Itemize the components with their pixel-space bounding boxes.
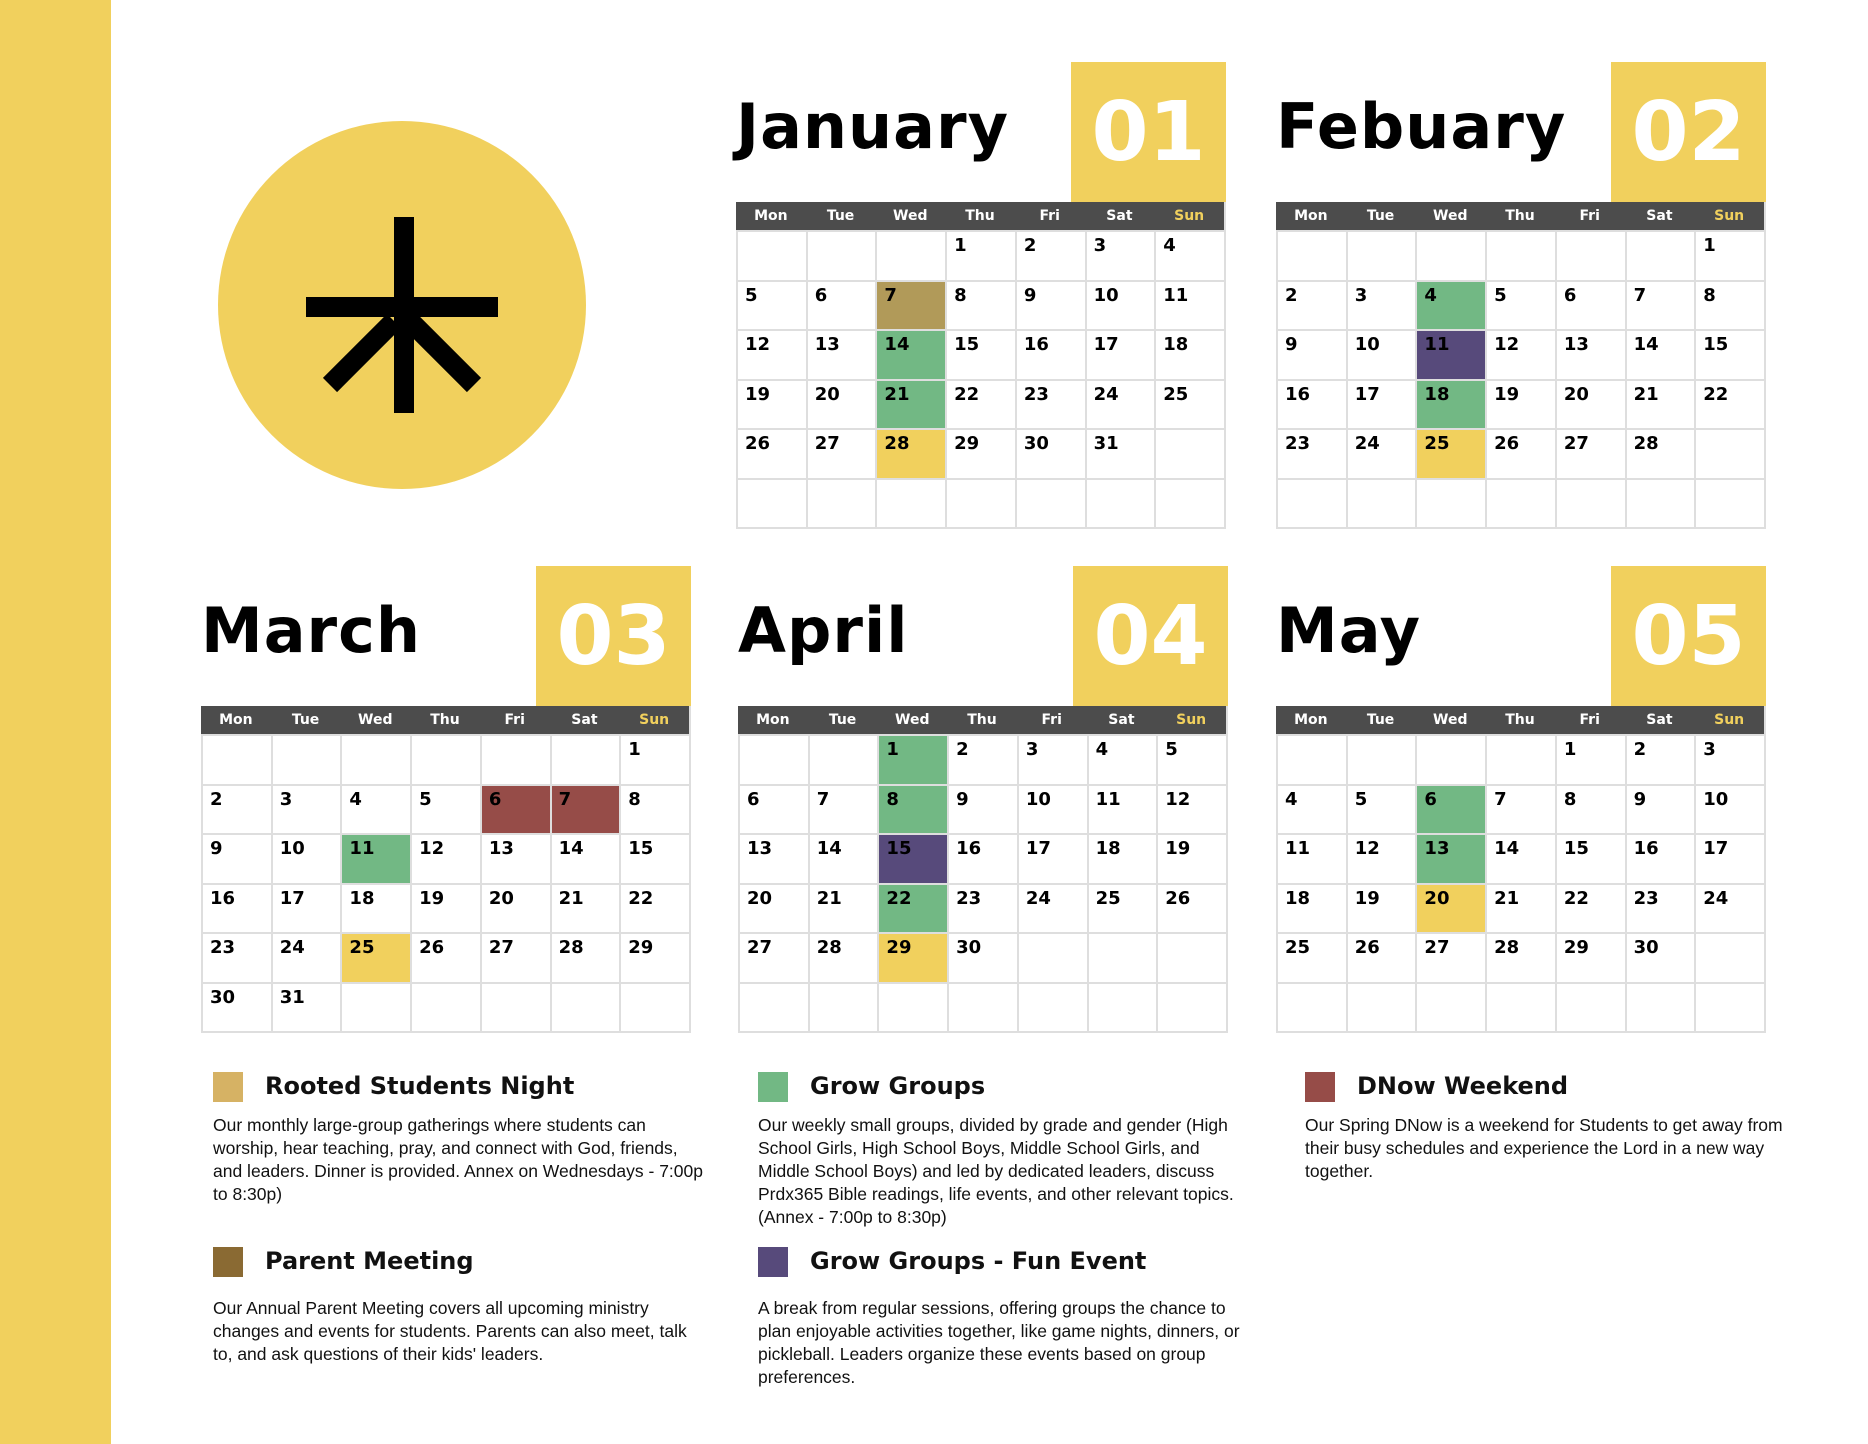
day-cell: 26 — [736, 428, 806, 478]
day-cell: 2 — [1276, 280, 1346, 330]
legend-title: Grow Groups - Fun Event — [810, 1247, 1147, 1275]
day-cell: 21 — [875, 379, 945, 429]
weekday-header: Wed — [1415, 202, 1485, 230]
day-cell: 24 — [1694, 883, 1764, 933]
day-cell: 13 — [1555, 329, 1625, 379]
day-cell: 18 — [1276, 883, 1346, 933]
weekday-header: Thu — [945, 202, 1015, 230]
weekday-header: Tue — [808, 706, 878, 734]
day-cell: 2 — [1625, 734, 1695, 784]
month-name: April — [738, 594, 909, 667]
empty-cell — [1276, 230, 1346, 280]
day-cell: 12 — [1156, 784, 1226, 834]
day-cell: 3 — [1017, 734, 1087, 784]
day-cell: 10 — [271, 833, 341, 883]
month-number: 05 — [1611, 566, 1766, 706]
day-cell: 3 — [271, 784, 341, 834]
day-cell: 5 — [1346, 784, 1416, 834]
day-cell: 27 — [480, 932, 550, 982]
weekday-header: Fri — [1555, 706, 1625, 734]
day-cell: 6 — [1415, 784, 1485, 834]
empty-cell — [1276, 982, 1346, 1032]
empty-cell — [1346, 230, 1416, 280]
empty-cell — [875, 230, 945, 280]
empty-cell — [1625, 478, 1695, 528]
weekday-header: Sat — [1625, 706, 1695, 734]
day-cell: 27 — [1415, 932, 1485, 982]
legend-description: Our monthly large-group gatherings where students can worship, hear teaching, pray, and connect with God, friends, and leaders. Dinner is provided. Annex on Wednesdays - 7:00p to 8:30p) — [213, 1115, 703, 1204]
legend-description: Our weekly small groups, divided by grade and gender (High School Girls, High School Boys, Middle School Girls, and Middle School Boys) and led by dedicated leaders, discuss Prdx365 Bible readings, life events, and other relevant topics. (Annex - 7:00p to 8:30p) — [758, 1115, 1234, 1227]
day-cell: 27 — [738, 932, 808, 982]
day-cell: 1 — [619, 734, 689, 784]
empty-cell — [1154, 478, 1224, 528]
month-number: 03 — [536, 566, 691, 706]
empty-cell — [806, 478, 876, 528]
day-cell: 11 — [340, 833, 410, 883]
empty-cell — [808, 982, 878, 1032]
day-cell: 6 — [806, 280, 876, 330]
day-cell: 26 — [410, 932, 480, 982]
weekday-header: Tue — [806, 202, 876, 230]
empty-cell — [1415, 478, 1485, 528]
empty-cell — [738, 982, 808, 1032]
weekday-header: Tue — [271, 706, 341, 734]
legend-swatch — [213, 1072, 243, 1102]
weekday-header: Mon — [201, 706, 271, 734]
day-cell: 9 — [1276, 329, 1346, 379]
day-cell: 18 — [1087, 833, 1157, 883]
day-cell: 8 — [945, 280, 1015, 330]
day-cell: 23 — [201, 932, 271, 982]
day-cell: 10 — [1346, 329, 1416, 379]
day-cell: 15 — [877, 833, 947, 883]
empty-cell — [271, 734, 341, 784]
empty-cell — [875, 478, 945, 528]
empty-cell — [1415, 982, 1485, 1032]
day-cell: 8 — [619, 784, 689, 834]
day-cell: 22 — [877, 883, 947, 933]
empty-cell — [1085, 478, 1155, 528]
day-cell: 28 — [550, 932, 620, 982]
calendar-grid — [736, 202, 1226, 529]
empty-cell — [201, 734, 271, 784]
empty-cell — [1087, 932, 1157, 982]
day-cell: 7 — [875, 280, 945, 330]
day-cell: 22 — [619, 883, 689, 933]
day-cell: 19 — [1346, 883, 1416, 933]
empty-cell — [410, 734, 480, 784]
day-cell: 29 — [877, 932, 947, 982]
day-cell: 29 — [1555, 932, 1625, 982]
legend-swatch — [758, 1247, 788, 1277]
empty-cell — [1485, 982, 1555, 1032]
day-cell: 21 — [550, 883, 620, 933]
day-cell: 22 — [945, 379, 1015, 429]
day-cell: 18 — [1154, 329, 1224, 379]
day-cell: 28 — [875, 428, 945, 478]
calendar-grid — [201, 706, 691, 1033]
empty-cell — [1625, 230, 1695, 280]
day-cell: 30 — [1625, 932, 1695, 982]
day-cell: 13 — [738, 833, 808, 883]
calendar-grid — [1276, 202, 1766, 529]
day-cell: 29 — [619, 932, 689, 982]
day-cell: 19 — [736, 379, 806, 429]
empty-cell — [736, 478, 806, 528]
day-cell: 14 — [808, 833, 878, 883]
day-cell: 24 — [1085, 379, 1155, 429]
weekday-header: Wed — [1415, 706, 1485, 734]
day-cell: 5 — [1156, 734, 1226, 784]
day-cell: 24 — [271, 932, 341, 982]
day-cell: 6 — [738, 784, 808, 834]
day-cell: 31 — [271, 982, 341, 1032]
day-cell: 15 — [1555, 833, 1625, 883]
day-cell: 25 — [1276, 932, 1346, 982]
day-cell: 4 — [1154, 230, 1224, 280]
day-cell: 20 — [806, 379, 876, 429]
day-cell: 25 — [1415, 428, 1485, 478]
day-cell: 28 — [1485, 932, 1555, 982]
day-cell: 15 — [619, 833, 689, 883]
empty-cell — [480, 982, 550, 1032]
month-name: January — [736, 90, 1010, 163]
day-cell: 2 — [947, 734, 1017, 784]
empty-cell — [1694, 982, 1764, 1032]
day-cell: 6 — [480, 784, 550, 834]
day-cell: 30 — [947, 932, 1017, 982]
empty-cell — [1694, 932, 1764, 982]
day-cell: 16 — [1015, 329, 1085, 379]
day-cell: 18 — [340, 883, 410, 933]
empty-cell — [1485, 734, 1555, 784]
day-cell: 26 — [1156, 883, 1226, 933]
day-cell: 30 — [201, 982, 271, 1032]
weekday-header: Mon — [1276, 706, 1346, 734]
day-cell: 24 — [1017, 883, 1087, 933]
day-cell: 29 — [945, 428, 1015, 478]
day-cell: 3 — [1694, 734, 1764, 784]
empty-cell — [1346, 982, 1416, 1032]
empty-cell — [550, 982, 620, 1032]
legend-description: A break from regular sessions, offering groups the chance to plan enjoyable activities together, like game nights, dinners, or pickleball. Leaders organize these events based on group preferences. — [758, 1298, 1240, 1387]
empty-cell — [480, 734, 550, 784]
day-cell: 23 — [1276, 428, 1346, 478]
day-cell: 20 — [1555, 379, 1625, 429]
legend-title: Parent Meeting — [265, 1247, 474, 1275]
day-cell: 11 — [1087, 784, 1157, 834]
day-cell: 12 — [1485, 329, 1555, 379]
empty-cell — [340, 734, 410, 784]
day-cell: 23 — [1625, 883, 1695, 933]
day-cell: 14 — [1625, 329, 1695, 379]
day-cell: 3 — [1085, 230, 1155, 280]
day-cell: 11 — [1415, 329, 1485, 379]
day-cell: 25 — [1154, 379, 1224, 429]
day-cell: 26 — [1346, 932, 1416, 982]
empty-cell — [1017, 932, 1087, 982]
day-cell: 1 — [945, 230, 1015, 280]
empty-cell — [1015, 478, 1085, 528]
weekday-header: Fri — [1017, 706, 1087, 734]
day-cell: 24 — [1346, 428, 1416, 478]
empty-cell — [1276, 478, 1346, 528]
day-cell: 23 — [1015, 379, 1085, 429]
weekday-header: Fri — [1555, 202, 1625, 230]
day-cell: 6 — [1555, 280, 1625, 330]
day-cell: 27 — [806, 428, 876, 478]
empty-cell — [1415, 230, 1485, 280]
legend-swatch — [213, 1247, 243, 1277]
day-cell: 4 — [1087, 734, 1157, 784]
day-cell: 20 — [738, 883, 808, 933]
weekday-header: Wed — [877, 706, 947, 734]
day-cell: 22 — [1555, 883, 1625, 933]
day-cell: 8 — [1694, 280, 1764, 330]
legend-description: Our Spring DNow is a weekend for Students to get away from their busy schedules and experience the Lord in a new way together. — [1305, 1115, 1783, 1181]
weekday-header: Sat — [1087, 706, 1157, 734]
day-cell: 14 — [875, 329, 945, 379]
day-cell: 1 — [877, 734, 947, 784]
asterisk-icon — [218, 121, 586, 489]
day-cell: 27 — [1555, 428, 1625, 478]
month-name: May — [1276, 594, 1422, 667]
legend-swatch — [1305, 1072, 1335, 1102]
day-cell: 31 — [1085, 428, 1155, 478]
day-cell: 28 — [808, 932, 878, 982]
empty-cell — [877, 982, 947, 1032]
empty-cell — [1017, 982, 1087, 1032]
day-cell: 17 — [271, 883, 341, 933]
legend-title: Rooted Students Night — [265, 1072, 575, 1100]
weekday-header: Sun — [619, 706, 689, 734]
weekday-header: Thu — [410, 706, 480, 734]
weekday-header: Fri — [480, 706, 550, 734]
weekday-header: Mon — [738, 706, 808, 734]
day-cell: 2 — [1015, 230, 1085, 280]
day-cell: 16 — [201, 883, 271, 933]
day-cell: 9 — [947, 784, 1017, 834]
weekday-header: Tue — [1346, 202, 1416, 230]
day-cell: 12 — [410, 833, 480, 883]
day-cell: 5 — [410, 784, 480, 834]
weekday-header: Sat — [1625, 202, 1695, 230]
empty-cell — [1625, 982, 1695, 1032]
calendar-grid — [1276, 706, 1766, 1033]
empty-cell — [1415, 734, 1485, 784]
empty-cell — [1087, 982, 1157, 1032]
day-cell: 14 — [1485, 833, 1555, 883]
day-cell: 30 — [1015, 428, 1085, 478]
day-cell: 25 — [340, 932, 410, 982]
day-cell: 17 — [1694, 833, 1764, 883]
day-cell: 1 — [1555, 734, 1625, 784]
empty-cell — [736, 230, 806, 280]
side-stripe — [0, 0, 111, 1444]
day-cell: 23 — [947, 883, 1017, 933]
day-cell: 5 — [736, 280, 806, 330]
weekday-header: Sun — [1694, 706, 1764, 734]
day-cell: 7 — [1485, 784, 1555, 834]
day-cell: 21 — [1625, 379, 1695, 429]
empty-cell — [550, 734, 620, 784]
weekday-header: Mon — [736, 202, 806, 230]
day-cell: 4 — [340, 784, 410, 834]
empty-cell — [1555, 478, 1625, 528]
empty-cell — [1485, 230, 1555, 280]
empty-cell — [1156, 932, 1226, 982]
day-cell: 19 — [410, 883, 480, 933]
day-cell: 20 — [480, 883, 550, 933]
legend-swatch — [758, 1072, 788, 1102]
month-name: Febuary — [1276, 90, 1567, 163]
day-cell: 12 — [1346, 833, 1416, 883]
day-cell: 21 — [1485, 883, 1555, 933]
day-cell: 9 — [1015, 280, 1085, 330]
empty-cell — [1485, 478, 1555, 528]
empty-cell — [619, 982, 689, 1032]
month-number: 01 — [1071, 62, 1226, 202]
empty-cell — [1276, 734, 1346, 784]
weekday-header: Fri — [1015, 202, 1085, 230]
logo — [218, 121, 586, 489]
legend-title: Grow Groups — [810, 1072, 986, 1100]
weekday-header: Thu — [947, 706, 1017, 734]
day-cell: 9 — [201, 833, 271, 883]
day-cell: 18 — [1415, 379, 1485, 429]
day-cell: 19 — [1156, 833, 1226, 883]
empty-cell — [1154, 428, 1224, 478]
day-cell: 2 — [201, 784, 271, 834]
empty-cell — [1156, 982, 1226, 1032]
weekday-header: Mon — [1276, 202, 1346, 230]
day-cell: 3 — [1346, 280, 1416, 330]
day-cell: 11 — [1276, 833, 1346, 883]
day-cell: 14 — [550, 833, 620, 883]
day-cell: 4 — [1415, 280, 1485, 330]
day-cell: 4 — [1276, 784, 1346, 834]
day-cell: 15 — [945, 329, 1015, 379]
day-cell: 17 — [1346, 379, 1416, 429]
legend-description: Our Annual Parent Meeting covers all upcoming ministry changes and events for students. Parents can also meet, talk to, and ask questions of their kids' leaders. — [213, 1298, 687, 1364]
day-cell: 25 — [1087, 883, 1157, 933]
day-cell: 7 — [550, 784, 620, 834]
empty-cell — [1346, 734, 1416, 784]
day-cell: 1 — [1694, 230, 1764, 280]
day-cell: 7 — [808, 784, 878, 834]
day-cell: 22 — [1694, 379, 1764, 429]
day-cell: 10 — [1694, 784, 1764, 834]
day-cell: 8 — [877, 784, 947, 834]
weekday-header: Sun — [1156, 706, 1226, 734]
weekday-header: Wed — [340, 706, 410, 734]
day-cell: 11 — [1154, 280, 1224, 330]
empty-cell — [340, 982, 410, 1032]
month-number: 04 — [1073, 566, 1228, 706]
empty-cell — [1694, 428, 1764, 478]
empty-cell — [1555, 982, 1625, 1032]
day-cell: 16 — [1276, 379, 1346, 429]
day-cell: 8 — [1555, 784, 1625, 834]
weekday-header: Wed — [875, 202, 945, 230]
empty-cell — [806, 230, 876, 280]
day-cell: 13 — [480, 833, 550, 883]
day-cell: 15 — [1694, 329, 1764, 379]
empty-cell — [1694, 478, 1764, 528]
empty-cell — [410, 982, 480, 1032]
day-cell: 13 — [1415, 833, 1485, 883]
day-cell: 12 — [736, 329, 806, 379]
weekday-header: Thu — [1485, 202, 1555, 230]
day-cell: 26 — [1485, 428, 1555, 478]
day-cell: 9 — [1625, 784, 1695, 834]
day-cell: 10 — [1085, 280, 1155, 330]
empty-cell — [808, 734, 878, 784]
weekday-header: Sun — [1154, 202, 1224, 230]
day-cell: 19 — [1485, 379, 1555, 429]
day-cell: 10 — [1017, 784, 1087, 834]
weekday-header: Tue — [1346, 706, 1416, 734]
day-cell: 16 — [1625, 833, 1695, 883]
calendar-grid — [738, 706, 1228, 1033]
month-number: 02 — [1611, 62, 1766, 202]
day-cell: 7 — [1625, 280, 1695, 330]
weekday-header: Thu — [1485, 706, 1555, 734]
weekday-header: Sat — [550, 706, 620, 734]
day-cell: 13 — [806, 329, 876, 379]
legend-title: DNow Weekend — [1357, 1072, 1569, 1100]
day-cell: 20 — [1415, 883, 1485, 933]
day-cell: 17 — [1085, 329, 1155, 379]
day-cell: 5 — [1485, 280, 1555, 330]
empty-cell — [1346, 478, 1416, 528]
empty-cell — [738, 734, 808, 784]
weekday-header: Sat — [1085, 202, 1155, 230]
day-cell: 16 — [947, 833, 1017, 883]
empty-cell — [945, 478, 1015, 528]
day-cell: 17 — [1017, 833, 1087, 883]
empty-cell — [947, 982, 1017, 1032]
day-cell: 28 — [1625, 428, 1695, 478]
day-cell: 21 — [808, 883, 878, 933]
month-name: March — [201, 594, 422, 667]
empty-cell — [1555, 230, 1625, 280]
weekday-header: Sun — [1694, 202, 1764, 230]
